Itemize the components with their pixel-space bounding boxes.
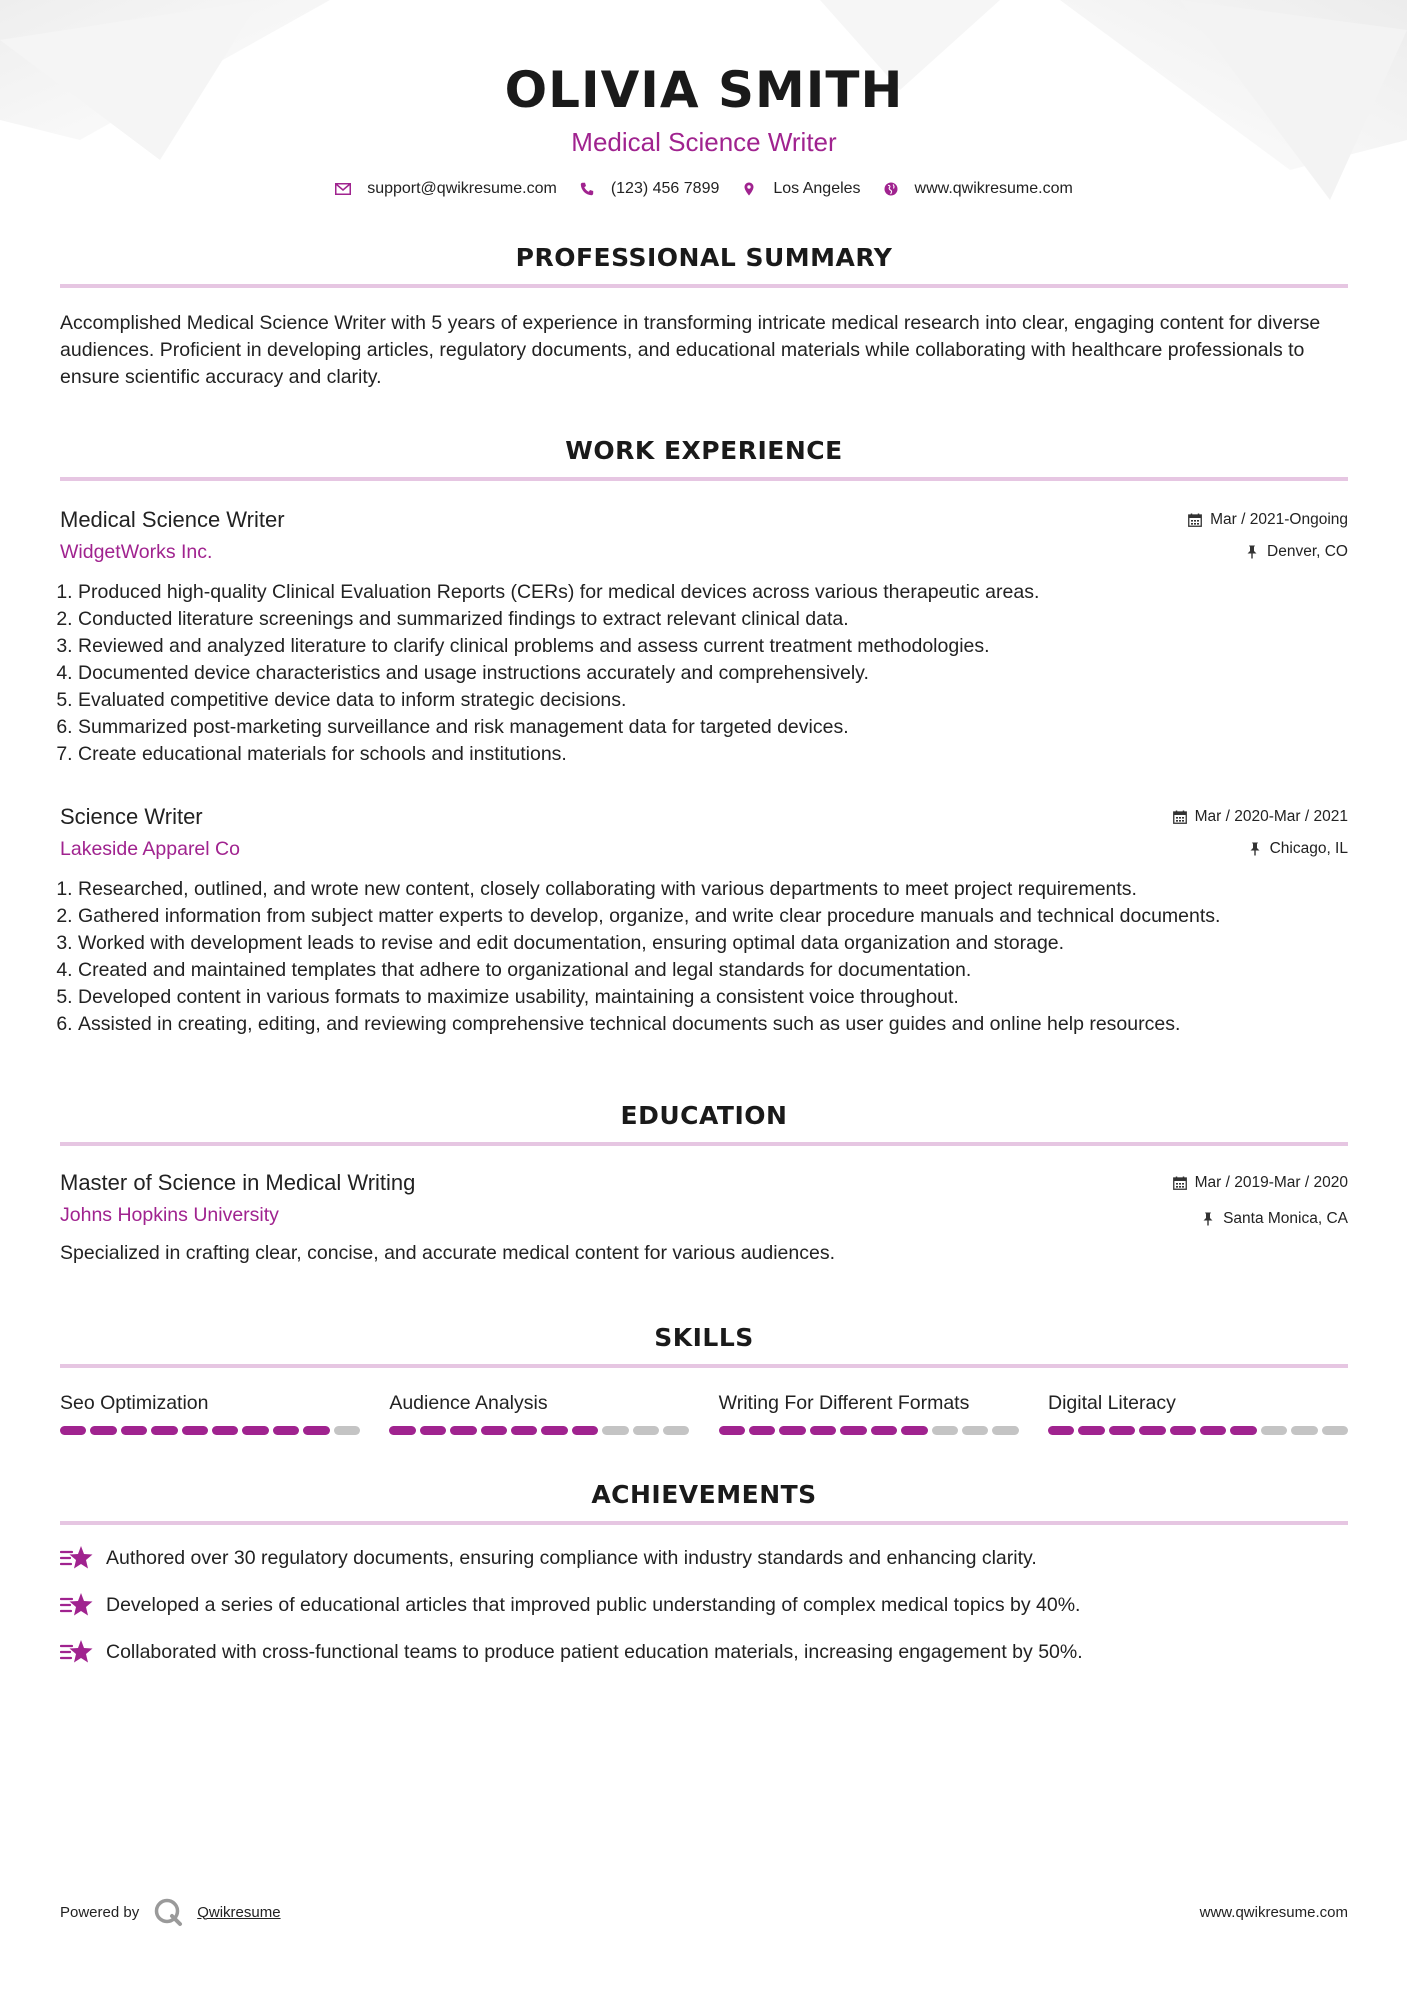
job-entry [60,505,1348,768]
list-item: 2. Conducted literature screenings and summarized findings to extract relevant clinical data. [78,606,1348,633]
job-title: Science Writer [60,804,203,829]
section-divider [60,1521,1348,1525]
skill-segment-filled [1109,1426,1135,1435]
skill-name: Writing For Different Formats [718,1392,970,1414]
contact-bar [60,180,1348,198]
job-title: Medical Science Writer [60,507,285,532]
job-entry [60,802,1348,1038]
envelope-icon [335,181,351,197]
job-responsibilities [60,876,1348,1038]
list-item: 6. Summarized post-marketing surveillance and risk management data for targeted devices. [78,714,1348,741]
contact-website-text: www.qwikresume.com [914,180,1073,197]
section-divider [60,1142,1348,1146]
contact-email[interactable] [335,180,557,198]
education-location-text: Santa Monica, CA [1223,1210,1348,1227]
skill-segment-filled [572,1426,598,1435]
list-item: 3. Worked with development leads to revise and edit documentation, ensuring optimal data organization and storage. [78,930,1348,957]
list-item: 1. Produced high-quality Clinical Evaluation Reports (CERs) for medical devices across various therapeutic areas. [78,579,1348,606]
education-heading: EDUCATION [620,1101,788,1130]
calendar-icon [1173,810,1187,824]
skill-segment-filled [1170,1426,1196,1435]
skill-segment-filled [389,1426,415,1435]
education-dates [1173,1172,1348,1194]
skill-segment-empty [932,1426,958,1435]
skill-item [389,1390,689,1435]
contact-website[interactable] [883,180,1073,198]
skill-segment-filled [212,1426,238,1435]
job-dates [1173,806,1348,828]
job-location-text: Denver, CO [1267,543,1348,560]
shooting-star-icon [60,1637,94,1667]
list-item: 5. Evaluated competitive device data to inform strategic decisions. [78,687,1348,714]
list-item: 7. Create educational materials for schools and institutions. [78,741,1348,768]
pushpin-icon [1248,842,1262,856]
shooting-star-icon [60,1590,94,1620]
skill-segment-filled [182,1426,208,1435]
achievements-heading: ACHIEVEMENTS [591,1480,817,1509]
skill-segment-empty [602,1426,628,1435]
qwikresume-logo-icon [153,1897,183,1927]
skill-segment-empty [663,1426,689,1435]
skill-segment-filled [151,1426,177,1435]
skills-section [60,1322,1348,1435]
skill-segment-filled [541,1426,567,1435]
skill-segment-filled [242,1426,268,1435]
resume-page [60,0,1348,1667]
skill-segment-empty [1291,1426,1317,1435]
contact-phone-text: (123) 456 7899 [610,180,720,197]
skill-segment-filled [871,1426,897,1435]
list-item: 6. Assisted in creating, editing, and reviewing comprehensive technical documents such as user guides and online help resources. [78,1011,1348,1038]
skill-segment-filled [121,1426,147,1435]
achievement-item [60,1543,1348,1573]
skill-segment-filled [273,1426,299,1435]
summary-heading: PROFESSIONAL SUMMARY [515,243,893,272]
skill-item [60,1390,360,1435]
job-location [1173,838,1348,860]
location-pin-icon [741,181,757,197]
skill-segment-filled [749,1426,775,1435]
skill-item [1048,1390,1348,1435]
experience-heading: WORK EXPERIENCE [565,436,843,465]
resume-header [60,0,1348,198]
experience-section [60,435,1348,1038]
list-item: 3. Reviewed and analyzed literature to clarify clinical problems and assess current treatment methodologies. [78,633,1348,660]
job-responsibilities [60,579,1348,768]
education-entry [60,1168,1348,1266]
contact-location-text: Los Angeles [773,180,861,197]
job-location-text: Chicago, IL [1269,840,1348,857]
job-dates-text: Mar / 2020-Mar / 2021 [1194,808,1348,825]
skill-segment-empty [1261,1426,1287,1435]
globe-icon [883,181,899,197]
skill-name: Audience Analysis [389,1392,548,1414]
candidate-name: OLIVIA SMITH [504,61,904,119]
pushpin-icon [1201,1212,1215,1226]
skill-segment-filled [1139,1426,1165,1435]
skill-segment-empty [633,1426,659,1435]
list-item: 5. Developed content in various formats to maximize usability, maintaining a consistent voice throughout. [78,984,1348,1011]
school-name: Johns Hopkins University [60,1204,279,1226]
contact-email-text: support@qwikresume.com [367,180,557,197]
job-location [1188,541,1348,563]
education-section [60,1100,1348,1266]
skill-segment-filled [420,1426,446,1435]
job-dates-text: Mar / 2021-Ongoing [1210,511,1348,528]
achievement-item [60,1637,1348,1667]
skill-level-bar [389,1426,689,1435]
skill-segment-filled [303,1426,329,1435]
skill-segment-filled [481,1426,507,1435]
achievement-text: Collaborated with cross-functional teams to produce patient education materials, increasing engagement by 50%. [106,1640,1083,1663]
summary-section [60,242,1348,391]
calendar-icon [1173,1176,1187,1190]
contact-location [741,180,860,198]
page-footer [60,1897,1348,1927]
skills-heading: SKILLS [654,1323,754,1352]
skill-segment-filled [719,1426,745,1435]
powered-by-label: Powered by [60,1903,140,1921]
achievements-section [60,1479,1348,1667]
education-location [1173,1208,1348,1230]
achievement-item [60,1590,1348,1620]
skill-segment-empty [992,1426,1018,1435]
skill-segment-filled [840,1426,866,1435]
pushpin-icon [1245,545,1259,559]
skill-segment-filled [511,1426,537,1435]
summary-text: Accomplished Medical Science Writer with 5 years of experience in transforming intricate medical research into clear, engaging content for diverse audiences. Proficient in developing articles, regulatory documents, and educational materials while collaborating with healthcare professionals to ensure scientific accuracy and clarity. [60,312,1321,388]
skill-name: Seo Optimization [60,1392,209,1414]
section-divider [60,477,1348,481]
list-item: 2. Gathered information from subject matter experts to develop, organize, and write clear procedure manuals and technical documents. [78,903,1348,930]
calendar-icon [1188,513,1202,527]
education-dates-text: Mar / 2019-Mar / 2020 [1194,1174,1348,1191]
education-description: Specialized in crafting clear, concise, and accurate medical content for various audiences. [60,1242,836,1264]
skill-segment-filled [450,1426,476,1435]
achievement-text: Developed a series of educational articles that improved public understanding of complex medical topics by 40%. [106,1593,1081,1616]
skill-item [719,1390,1019,1435]
skill-segment-filled [1200,1426,1226,1435]
skill-level-bar [1048,1426,1348,1435]
phone-icon [579,181,595,197]
skill-name: Digital Literacy [1047,1392,1176,1414]
skill-segment-empty [1322,1426,1348,1435]
skill-segment-filled [810,1426,836,1435]
skill-segment-filled [901,1426,927,1435]
list-item: 4. Documented device characteristics and usage instructions accurately and comprehensively. [78,660,1348,687]
job-company: Lakeside Apparel Co [60,838,240,860]
degree-title: Master of Science in Medical Writing [60,1170,416,1195]
skill-segment-filled [779,1426,805,1435]
achievement-text: Authored over 30 regulatory documents, ensuring compliance with industry standards and enhancing clarity. [106,1546,1037,1569]
footer-website-link[interactable]: www.qwikresume.com [1199,1903,1348,1921]
section-divider [60,1364,1348,1368]
section-divider [60,284,1348,288]
skill-segment-filled [90,1426,116,1435]
skill-segment-empty [334,1426,360,1435]
qwikresume-link[interactable]: Qwikresume [197,1903,281,1921]
job-company: WidgetWorks Inc. [60,541,213,563]
skill-segment-filled [1078,1426,1104,1435]
skill-segment-filled [60,1426,86,1435]
skill-level-bar [719,1426,1019,1435]
skill-segment-filled [1230,1426,1256,1435]
skill-level-bar [60,1426,360,1435]
skill-segment-filled [1048,1426,1074,1435]
candidate-role: Medical Science Writer [571,127,837,157]
list-item: 4. Created and maintained templates that adhere to organizational and legal standards for documentation. [78,957,1348,984]
contact-phone[interactable] [579,180,720,198]
list-item: 1. Researched, outlined, and wrote new content, closely collaborating with various departments to meet project requirements. [78,876,1348,903]
skill-segment-empty [962,1426,988,1435]
skills-list [60,1390,1348,1435]
job-dates [1188,509,1348,531]
shooting-star-icon [60,1543,94,1573]
